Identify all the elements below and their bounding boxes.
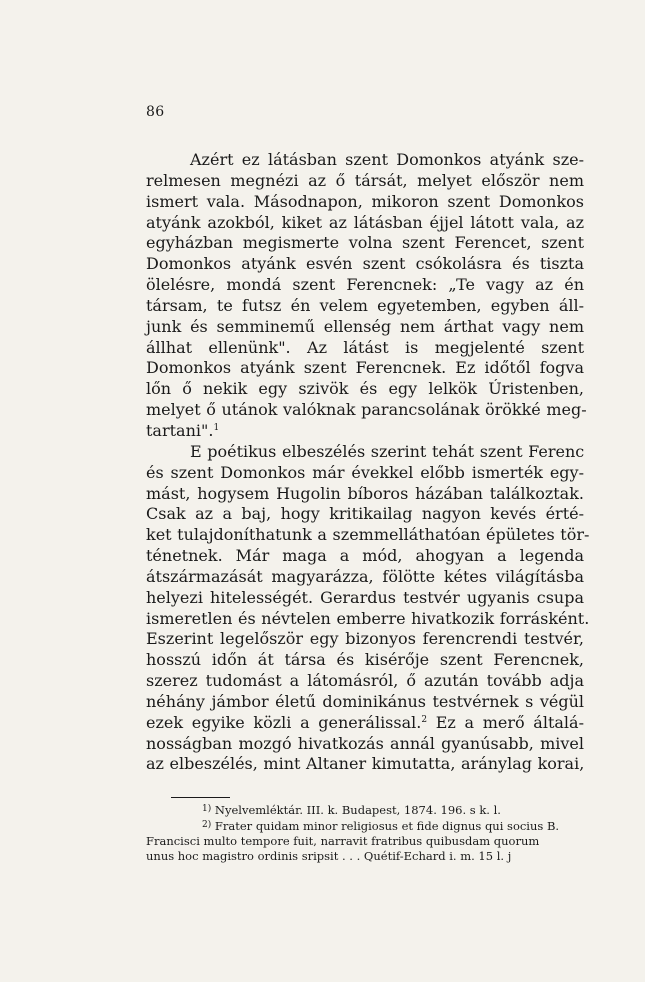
text-line: állhat ellenünk". Az látást is megjelenté szent <box>146 337 584 357</box>
text-line: ölelésre, mondá szent Ferencnek: „Te vagy az én <box>146 275 584 295</box>
text-line-content: tartani". <box>146 420 214 440</box>
text-line: nosságban mozgó hivatkozás annál gyanúsabb, mivel <box>146 733 584 753</box>
footnotes <box>146 802 584 864</box>
footnote-mark: 1) <box>202 804 212 814</box>
footnote-divider <box>171 797 230 798</box>
footnote-continuation: Francisci multo tempore fuit, narravit fratribus quibusdam quorum <box>146 834 540 848</box>
text-line: társam, te futsz én velem egyetemben, egyben áll- <box>146 295 584 315</box>
text-line-content: ezek egyike közli a generálissal. <box>146 712 422 732</box>
text-line: átszármazását magyarázza, fölötte kétes világításba <box>146 566 584 586</box>
footnote <box>146 818 584 834</box>
text-line: Domonkos atyánk esvén szent csókolásra és tiszta <box>146 254 584 274</box>
text-line: junk és semminemű ellenség nem árthat vagy nem <box>146 316 584 336</box>
text-line: Eszerint legelőször egy bizonyos ferencrendi testvér, <box>146 629 584 649</box>
footnote-text: Nyelvemléktár. III. k. Budapest, 1874. 196. s k. l. <box>214 803 501 817</box>
text-line <box>146 713 584 734</box>
text-line: E poétikus elbeszélés szerint tehát szent Ferenc <box>190 441 585 461</box>
text-line: mást, hogysem Hugolin bíboros házában találkoztak. <box>146 483 584 503</box>
text-line: egyházban megismerte volna szent Ferencet, szent <box>146 233 584 253</box>
footnote-ref: 1 <box>213 422 220 433</box>
text-line: ismeretlen és névtelen emberre hivatkozik forrásként. <box>146 608 590 628</box>
text-line-tail: Ez a merő általá- <box>427 712 584 732</box>
text-line: az elbeszélés, mint Altaner kimutatta, aránylag korai, <box>146 754 585 774</box>
text-line: Csak az a baj, hogy kritikailag nagyon kevés érté- <box>146 504 584 524</box>
text-line: relmesen megnézi az ő társát, melyet először nem <box>146 170 584 190</box>
footnote-ref: 2 <box>421 714 428 725</box>
text-line: ténetnek. Már maga a mód, ahogyan a legenda <box>146 546 584 566</box>
footnote-mark: 2) <box>202 820 212 830</box>
footnote-text: Frater quidam minor religiosus et fide dignus qui socius B. <box>214 819 560 833</box>
text-line <box>146 421 584 442</box>
text-line: és szent Domonkos már évekkel előbb ismerték egy- <box>146 462 584 482</box>
text-line: Domonkos atyánk szent Ferencnek. Ez időtől fogva <box>146 358 584 378</box>
text-line: Azért ez látásban szent Domonkos atyánk sze- <box>190 150 584 169</box>
text-line: melyet ő utánok valóknak parancsolának örökké meg- <box>146 400 587 420</box>
page-number: 86 <box>146 104 165 120</box>
text-line: helyezi hitelességét. Gerardus testvér ugyanis csupa <box>146 587 584 607</box>
footnote <box>146 802 584 818</box>
text-line: lőn ő nekik egy szivök és egy lelkök Úristenben, <box>146 379 584 399</box>
text-line: atyánk azokból, kiket az látásban éjjel látott vala, az <box>146 212 584 232</box>
body-text <box>146 150 590 775</box>
footnote-continuation: unus hoc magistro ordinis sripsit . . . Quétif-Echard i. m. 15 l. j <box>146 849 512 863</box>
text-line: ket tulajdoníthatunk a szemmelláthatóan épületes tör- <box>146 525 590 545</box>
text-line: hosszú időn át társa és kisérője szent Ferencnek, <box>146 650 584 670</box>
text-line: szerez tudomást a látomásról, ő azután tovább adja <box>146 671 584 691</box>
text-line: ismert vala. Másodnapon, mikoron szent Domonkos <box>146 191 584 211</box>
text-line: néhány jámbor életű dominikánus testvérnek s végül <box>146 691 584 711</box>
